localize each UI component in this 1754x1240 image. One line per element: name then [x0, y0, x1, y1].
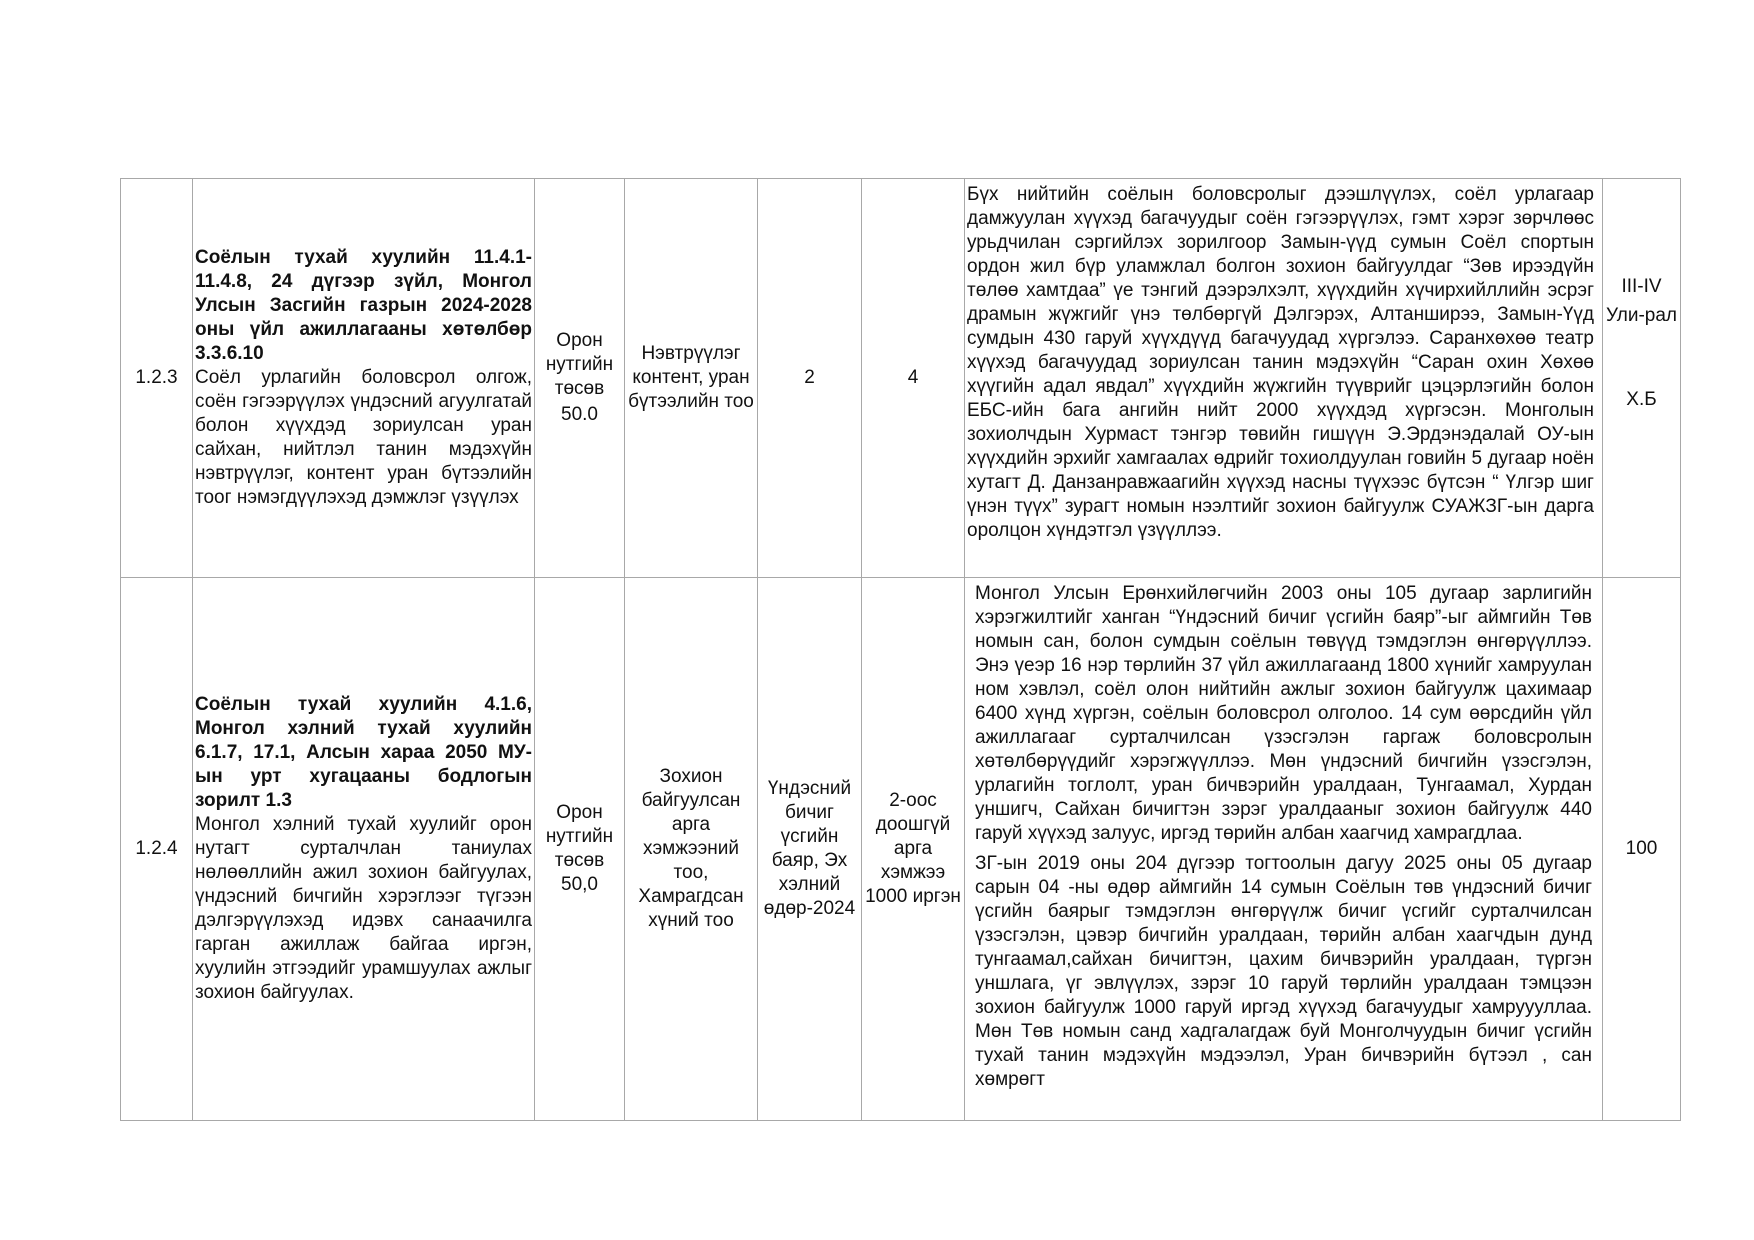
budget-amount: 50.0 — [561, 404, 598, 425]
target-cell: 2-оос доошгүй арга хэмжээ 1000 иргэн — [862, 578, 965, 1121]
indicator-cell: Нэвтрүүлэг контент, уран бүтээлийн тоо — [625, 179, 758, 578]
report-paragraph: Монгол Улсын Ерөнхийлөгчийн 2003 оны 105 дугаар зарлигийн хэрэгжилтийг ханган “Үндэсний бичиг үсгийн баяр”-ыг аймгийн Төв номын сан, болон сумдын соёлын төвүүд тэмдэглэн өнгөрүүллээ. Энэ үеэр 16 нэр төрлийн 37 үйл ажиллагаанд 1800 хүнийг хамруулан ном хэвлэл, соёл олон нийтийн ажлыг зохион байгуулж цахимаар 6400 хүнд хүргэн, соёлын боловсрол олголоо. 14 сум өөрсдийн үйл ажиллагааг сурталчилсан үзэсгэлэн гаргаж боловсролын хөтөлбөрүүдийг хэрэгжүүллээ. Мөн үндэсний бичгийн үзэсгэлэн, урлагийн тоглолт, уран бичвэрийн уралдаан, Тунгаамал, Хурдан уншигч, Сайхан бичигтэн зэрэг уралдааныг зохион байгуулж 440 гаруй хүүхэд залуус, иргэд төрийн албан хаагчид хамрагдлаа. — [975, 583, 1592, 844]
budget-cell — [535, 578, 625, 1121]
baseline-cell: 2 — [758, 179, 862, 578]
legal-basis-title: Соёлын тухай хуулийн 4.1.6, Монгол хэлний тухай хуулийн 6.1.7, 17.1, Алсын хараа 2050 МУ-ын урт хугацааны бодлогын зорилт 1.3 — [195, 694, 532, 811]
row-code: 1.2.4 — [121, 578, 193, 1121]
target-cell: 4 — [862, 179, 965, 578]
period-label: Ули-рал — [1605, 305, 1678, 326]
budget-amount: 50,0 — [561, 874, 598, 895]
responsible-person: Х.Б — [1626, 389, 1657, 410]
budget-source: Орон нутгийн төсөв — [545, 802, 614, 871]
legal-basis-cell — [193, 578, 535, 1121]
indicator-cell: Зохион байгуулсан арга хэмжээний тоо, Хамрагдсан хүний тоо — [625, 578, 758, 1121]
period-cell — [1603, 179, 1681, 578]
budget-cell — [535, 179, 625, 578]
measure-description: Соёл урлагийн боловсрол олгож, соён гэгээрүүлэх үндэсний агуулгатай болон хүүхдэд зориулсан уран сайхан, нийтлэл танин мэдэхүйн нэвтрүүлэг, контент уран бүтээлийн тоог нэмэгдүүлэхэд дэмжлэг үзүүлэх — [195, 367, 532, 508]
row-code: 1.2.3 — [121, 179, 193, 578]
baseline-cell: Үндэсний бичиг үсгийн баяр, Эх хэлний өдөр-2024 — [758, 578, 862, 1121]
completion-percent: 100 — [1603, 578, 1681, 1121]
period-quarter: III-IV — [1621, 276, 1662, 297]
table-row — [121, 179, 1681, 578]
table-row — [121, 578, 1681, 1121]
report-cell — [965, 578, 1603, 1121]
legal-basis-title: Соёлын тухай хуулийн 11.4.1-11.4.8, 24 дүгээр зүйл, Монгол Улсын Засгийн газрын 2024-2028 оны үйл ажиллагааны хөтөлбөр 3.3.6.10 — [195, 247, 532, 364]
report-paragraph: ЗГ-ын 2019 оны 204 дүгээр тогтоолын дагуу 2025 оны 05 дугаар сарын 04 -ны өдөр аймгийн 14 сумын Соёлын төв үндэсний бичиг үсгийн баярыг тэмдэглэн өнгөрүүлж бичиг үсгийг сурталчилсан үзэсгэлэн, цэвэр бичгийн уралдаан, төрийн албан хаагчдын дунд тунгаамал,сайхан бичигтэн, цахим бичвэрийн уралдаан, түргэн уншлага, үг эвлүүлэх, зэрэг 10 гаруй төрлийн уралдаан тэмцээн зохион байгуулж 1000 гаруй иргэд хүүхэд багачуудыг хамруууллаа. Мөн Төв номын санд хадгалагдаж буй Монголчуудын бичиг үсгийн тухай танин мэдэхүйн мэдээлэл, Уран бичвэрийн бүтээл , сан хөмрөгт — [975, 853, 1592, 1090]
budget-source: Орон нутгийн төсөв — [545, 330, 614, 399]
legal-basis-cell — [193, 179, 535, 578]
action-plan-table — [120, 178, 1681, 1121]
measure-description: Монгол хэлний тухай хуулийг орон нутагт сурталчлан таниулах нөлөөллийн ажил зохион байгуулах, үндэсний бичгийн хэрэглээг түгээн дэлгэрүүлэхэд идэвх санаачилга гарган ажиллаж байгаа иргэн, хуулийн этгээдийг урамшуулах ажлыг зохион байгуулах. — [195, 814, 532, 1003]
report-cell: Бүх нийтийн соёлын боловсролыг дээшлүүлэх, соёл урлагаар дамжуулан хүүхэд багачуудыг соён гэгээрүүлэх, гэмт хэрэг зөрчлөөс урьдчилан сэргийлэх зорилгоор Замын-үүд сумын Соёл спортын ордон жил бүр уламжлал болгон зохион байгуулдаг “Зөв ирээдүйн төлөө хамтдаа” үе тэнгий дээрэлхэлт, хүүхдийн хүчирхийллийн эсрэг драмын жүжгийг үнэ төлбөргүй Дэлгэрэх, Алтанширээ, Замын-Үүд сумдын 430 гаруй хүүхдүүд багачуудад хүргэлээ. Саранхөхөө театр хүүхэд багачуудад зориулсан танин мэдэхүйн “Саран охин Хөхөө хүүгийн адал явдал” хүүхдийн жүжгийн түүврийг цэцэрлэгийн болон ЕБС-ийн бага ангийн нийт 2000 хүүхдэд хүргэсэн. Монголын зохиолчдын Хурмаст тэнгэр төвийн гишүүн Э.Эрдэнэдалай ОУ-ын хүүхдийн эрхийг хамгаалах өдрийг тохиолдуулан говийн 5 дугаар ноён хутагт Д. Данзанравжаагийн хүүхэд насны түүхээс бүтсэн “ Үлгэр шиг үнэн түүх” зурагт номын нээлтийг зохион байгуулж СУАЖЗГ-ын дарга оролцон хүндэтгэл үзүүллээ. — [965, 179, 1603, 578]
